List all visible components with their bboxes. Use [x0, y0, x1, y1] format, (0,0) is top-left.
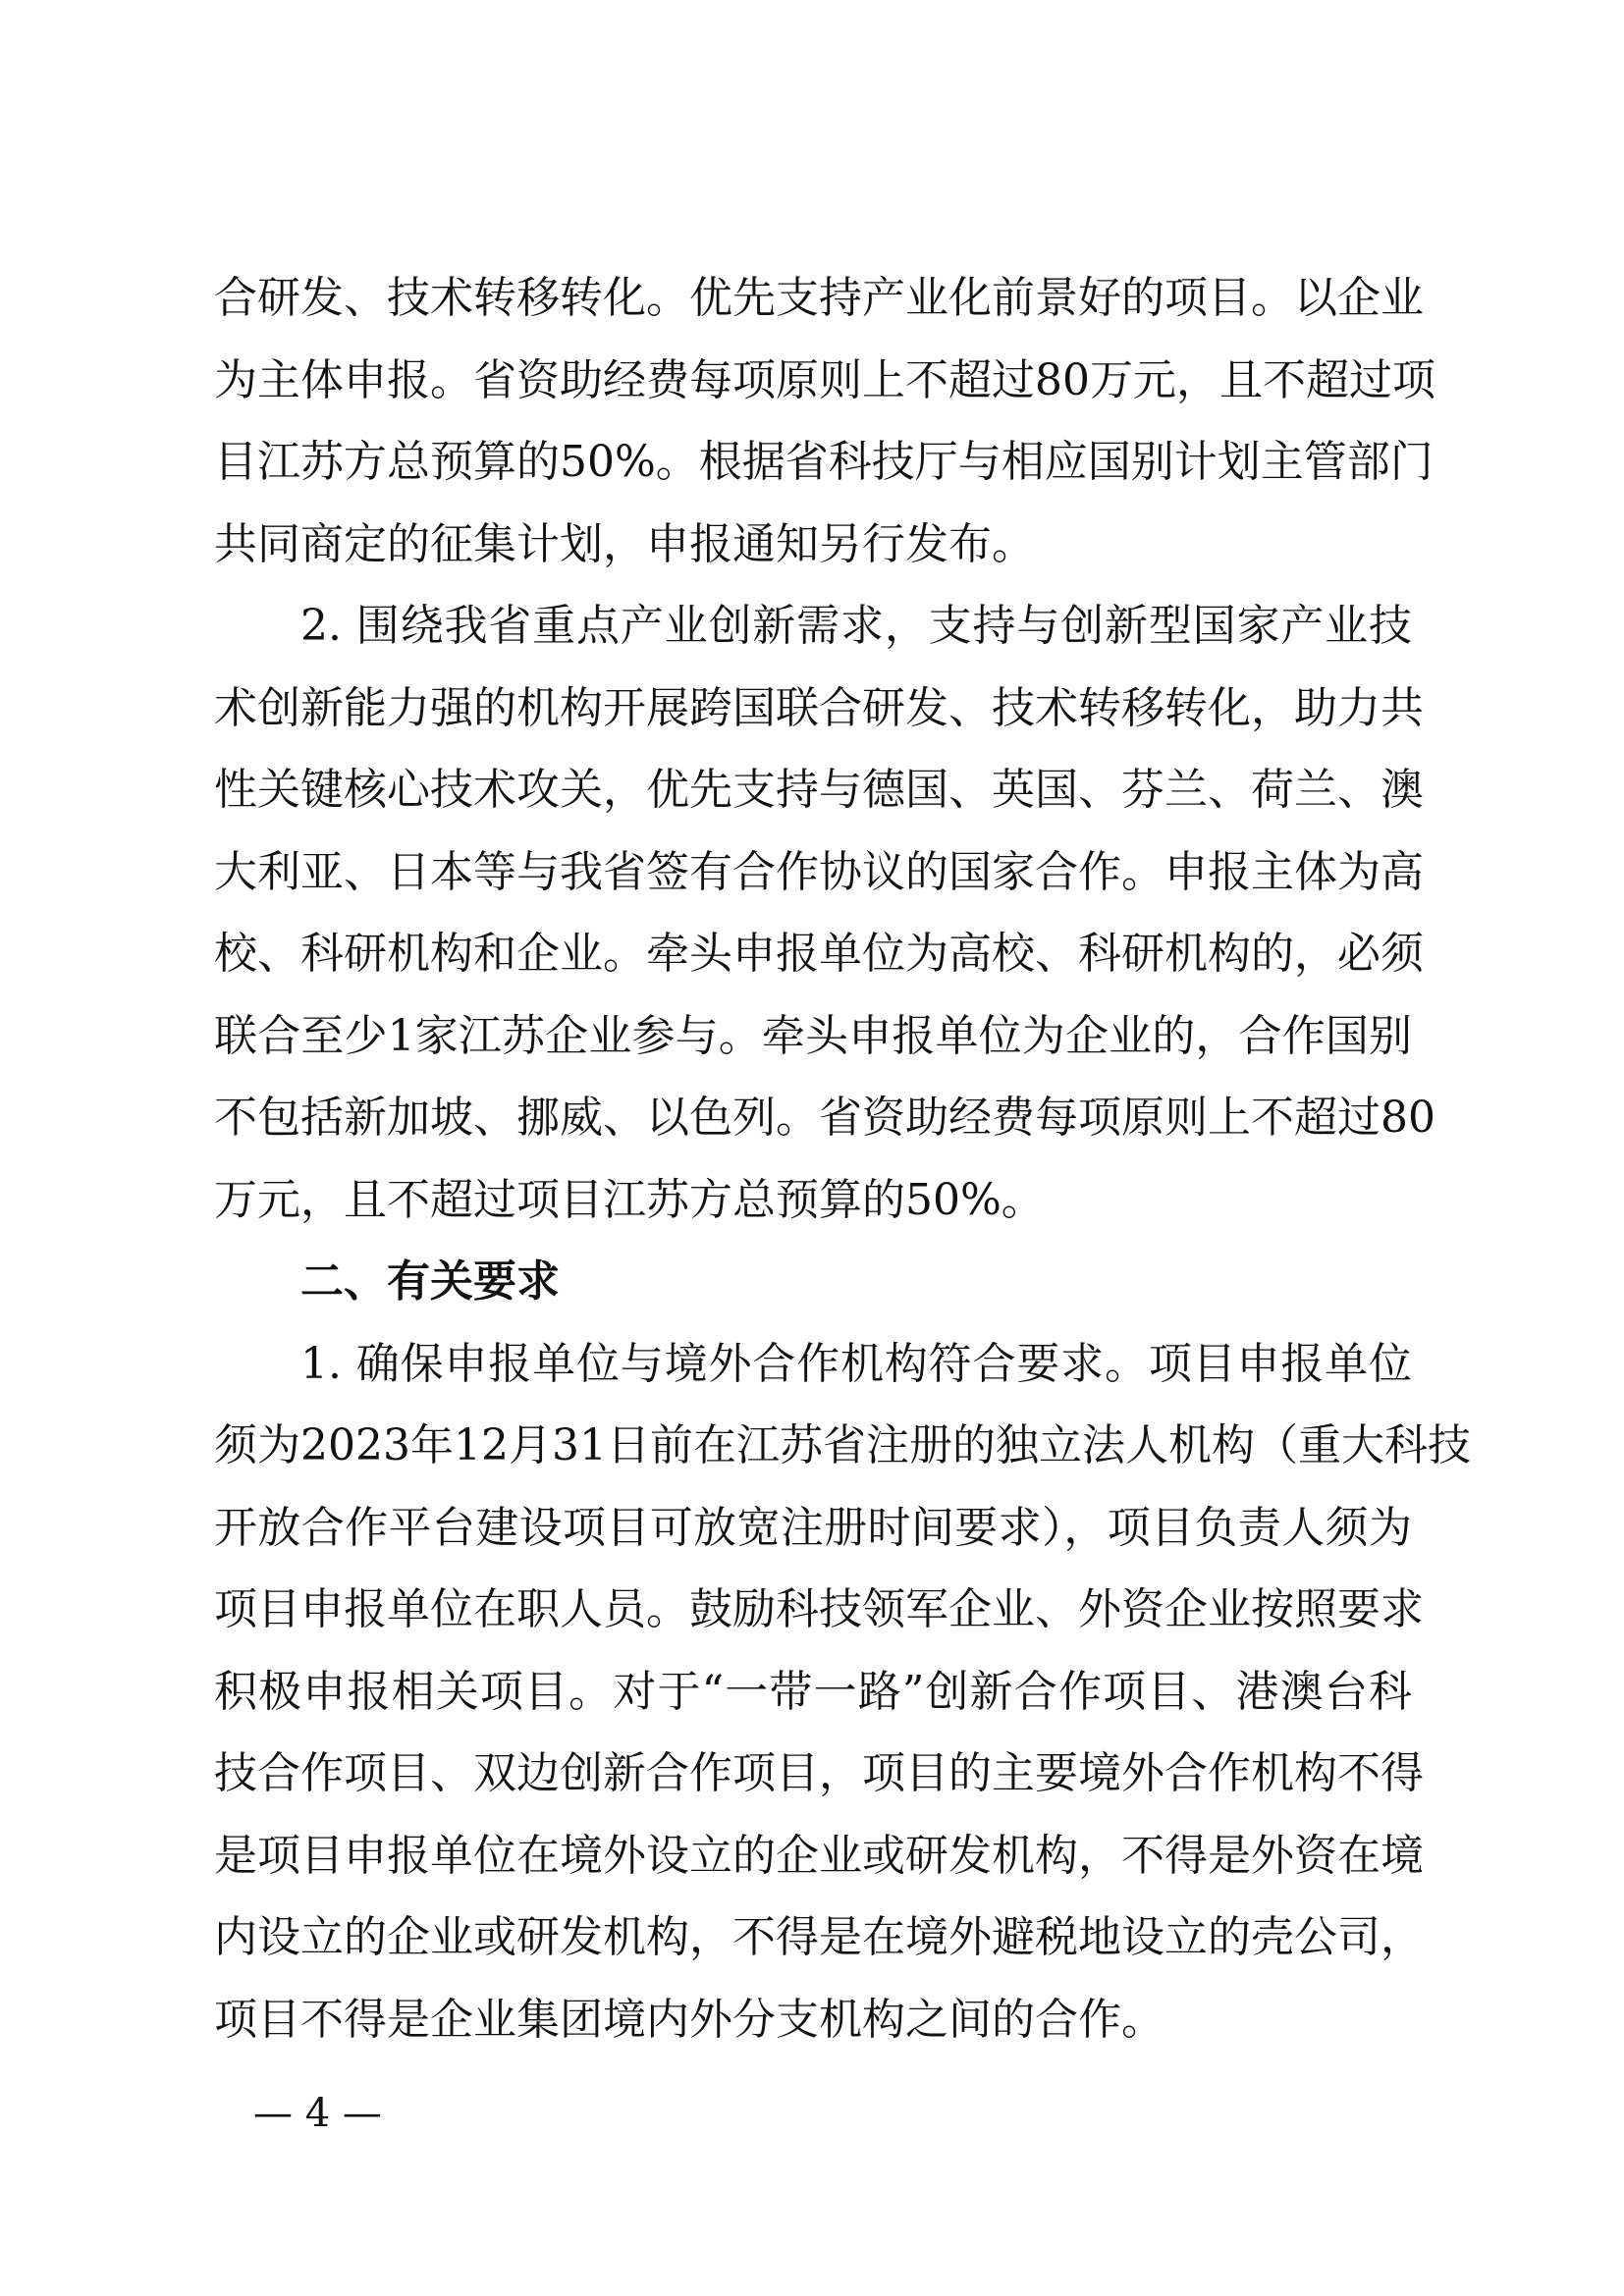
text-line: 性关键核心技术攻关，优先支持与德国、英国、芬兰、荷兰、澳 [214, 765, 1424, 815]
text-line: 项目申报单位在职人员。鼓励科技领军企业、外资企业按照要求 [214, 1584, 1424, 1634]
body-text [214, 257, 1471, 2060]
text-line: 合研发、技术转移转化。优先支持产业化前景好的项目。以企业 [214, 273, 1424, 323]
text-line: 是项目申报单位在境外设立的企业或研发机构，不得是外资在境 [214, 1830, 1424, 1881]
text-line: 联合至少1家江苏企业参与。牵头申报单位为企业的，合作国别 [214, 1010, 1412, 1061]
text-line: 1. 确保申报单位与境外合作机构符合要求。项目申报单位 [300, 1338, 1412, 1389]
text-line: 须为2023年12月31日前在江苏省注册的独立法人机构（重大科技 [214, 1420, 1471, 1470]
text-line: 目江苏方总预算的50%。根据省科技厅与相应国别计划主管部门 [214, 437, 1434, 487]
section-heading: 二、有关要求 [300, 1256, 560, 1307]
text-line: 术创新能力强的机构开展跨国联合研发、技术转移转化，助力共 [214, 682, 1424, 733]
text-line: 万元，且不超过项目江苏方总预算的50%。 [214, 1174, 1045, 1225]
text-line: 校、科研机构和企业。牵头申报单位为高校、科研机构的，必须 [214, 929, 1424, 979]
text-line: 积极申报相关项目。对于“一带一路”创新合作项目、港澳台科 [214, 1666, 1412, 1717]
text-line: 2. 围绕我省重点产业创新需求，支持与创新型国家产业技 [300, 601, 1412, 651]
page-number: — 4 — [253, 2091, 382, 2136]
text-line: 内设立的企业或研发机构，不得是在境外避税地设立的壳公司， [214, 1912, 1424, 1962]
text-line: 项目不得是企业集团境内外分支机构之间的合作。 [214, 1994, 1164, 2045]
text-line: 大利亚、日本等与我省签有合作协议的国家合作。申报主体为高 [214, 846, 1424, 897]
text-line: 为主体申报。省资助经费每项原则上不超过80万元，且不超过项 [214, 354, 1435, 405]
text-line: 技合作项目、双边创新合作项目，项目的主要境外合作机构不得 [214, 1748, 1424, 1798]
text-line: 开放合作平台建设项目可放宽注册时间要求），项目负责人须为 [214, 1502, 1412, 1553]
text-line: 共同商定的征集计划，申报通知另行发布。 [214, 518, 1035, 569]
text-line: 不包括新加坡、挪威、以色列。省资助经费每项原则上不超过80 [214, 1093, 1435, 1143]
